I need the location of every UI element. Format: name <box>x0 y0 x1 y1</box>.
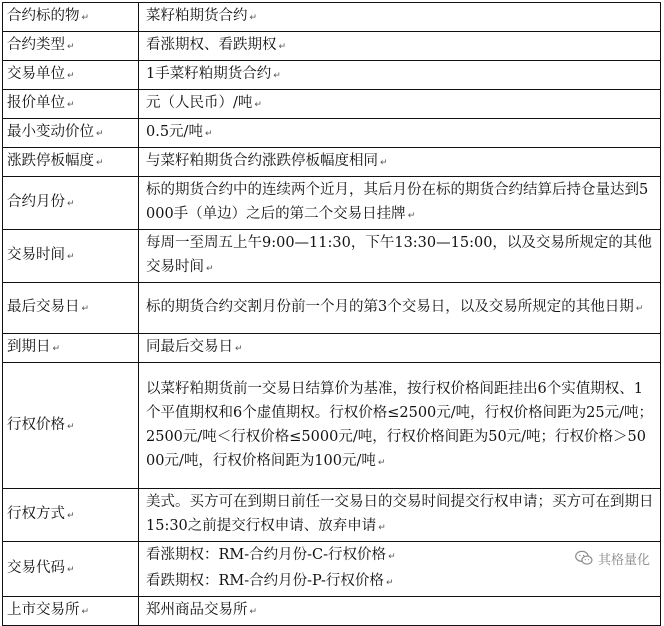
table-row <box>3 597 661 626</box>
row-value: 标的期货合约交割月份前一个月的第3个交易日，以及交易所规定的其他日期 ↵ <box>139 283 661 334</box>
table-row <box>3 177 661 230</box>
row-value: 标的期货合约中的连续两个近月，其后月份在标的期货合约结算后持仓量达到5000手（单边）之后的第二个交易日挂牌 ↵ <box>139 177 661 230</box>
row-label: 行权方式 ↵ <box>3 489 139 542</box>
table-row <box>3 542 661 597</box>
row-label: 交易时间 ↵ <box>3 230 139 283</box>
table-row <box>3 61 661 90</box>
code-line-call: 看涨期权：RM-合约月份-C-行权价格 <box>146 547 387 563</box>
row-value: 郑州商品交易所 ↵ <box>139 597 661 626</box>
contract-spec-table <box>2 2 661 626</box>
row-label: 行权价格 ↵ <box>3 363 139 489</box>
row-label: 到期日 ↵ <box>3 334 139 363</box>
row-label: 交易代码 ↵ <box>3 542 139 597</box>
row-value: 1手菜籽粕期货合约 ↵ <box>139 61 661 90</box>
row-value: 看涨期权：RM-合约月份-C-行权价格 ↵ 看跌期权：RM-合约月份-P-行权价格 ↵ <box>139 542 661 597</box>
table-row <box>3 489 661 542</box>
row-value: 菜籽粕期货合约 ↵ <box>139 3 661 32</box>
row-value: 0.5元/吨 ↵ <box>139 119 661 148</box>
row-label: 交易单位 ↵ <box>3 61 139 90</box>
table-row <box>3 230 661 283</box>
row-label: 最后交易日 ↵ <box>3 283 139 334</box>
row-value: 元（人民币）/吨 ↵ <box>139 90 661 119</box>
row-value: 美式。买方可在到期日前任一交易日的交易时间提交行权申请；买方可在到期日15:30之前提交行权申请、放弃申请 ↵ <box>139 489 661 542</box>
table-row <box>3 283 661 334</box>
row-label: 报价单位 ↵ <box>3 90 139 119</box>
table-row <box>3 334 661 363</box>
row-label: 合约月份 ↵ <box>3 177 139 230</box>
row-label: 涨跌停板幅度 ↵ <box>3 148 139 177</box>
row-value: 与菜籽粕期货合约涨跌停板幅度相同 ↵ <box>139 148 661 177</box>
table-row <box>3 363 661 489</box>
table-row <box>3 3 661 32</box>
wechat-icon <box>574 548 594 568</box>
table-row <box>3 119 661 148</box>
row-label: 最小变动价位 ↵ <box>3 119 139 148</box>
row-label: 合约标的物 ↵ <box>3 3 139 32</box>
row-value: 看涨期权、看跌期权 ↵ <box>139 32 661 61</box>
row-label: 上市交易所 ↵ <box>3 597 139 626</box>
row-value: 以菜籽粕期货前一交易日结算价为基准，按行权价格间距挂出6个实值期权、1个平值期权和6个虚值期权。行权价格≤2500元/吨，行权价格间距为25元/吨；2500元/吨＜行权价格≤5000元/吨，行权价格间距为50元/吨；行权价格＞5000元/吨，行权价格间距为100元/吨 ↵ <box>139 363 661 489</box>
table-row <box>3 32 661 61</box>
watermark <box>574 548 650 568</box>
watermark-text: 其格量化 <box>597 552 650 568</box>
table-row <box>3 90 661 119</box>
row-value: 同最后交易日 ↵ <box>139 334 661 363</box>
code-line-put: 看跌期权：RM-合约月份-P-行权价格 <box>146 573 384 589</box>
row-label: 合约类型 ↵ <box>3 32 139 61</box>
row-value: 每周一至周五上午9:00—11:30，下午13:30—15:00，以及交易所规定的其他交易时间 ↵ <box>139 230 661 283</box>
table-row <box>3 148 661 177</box>
